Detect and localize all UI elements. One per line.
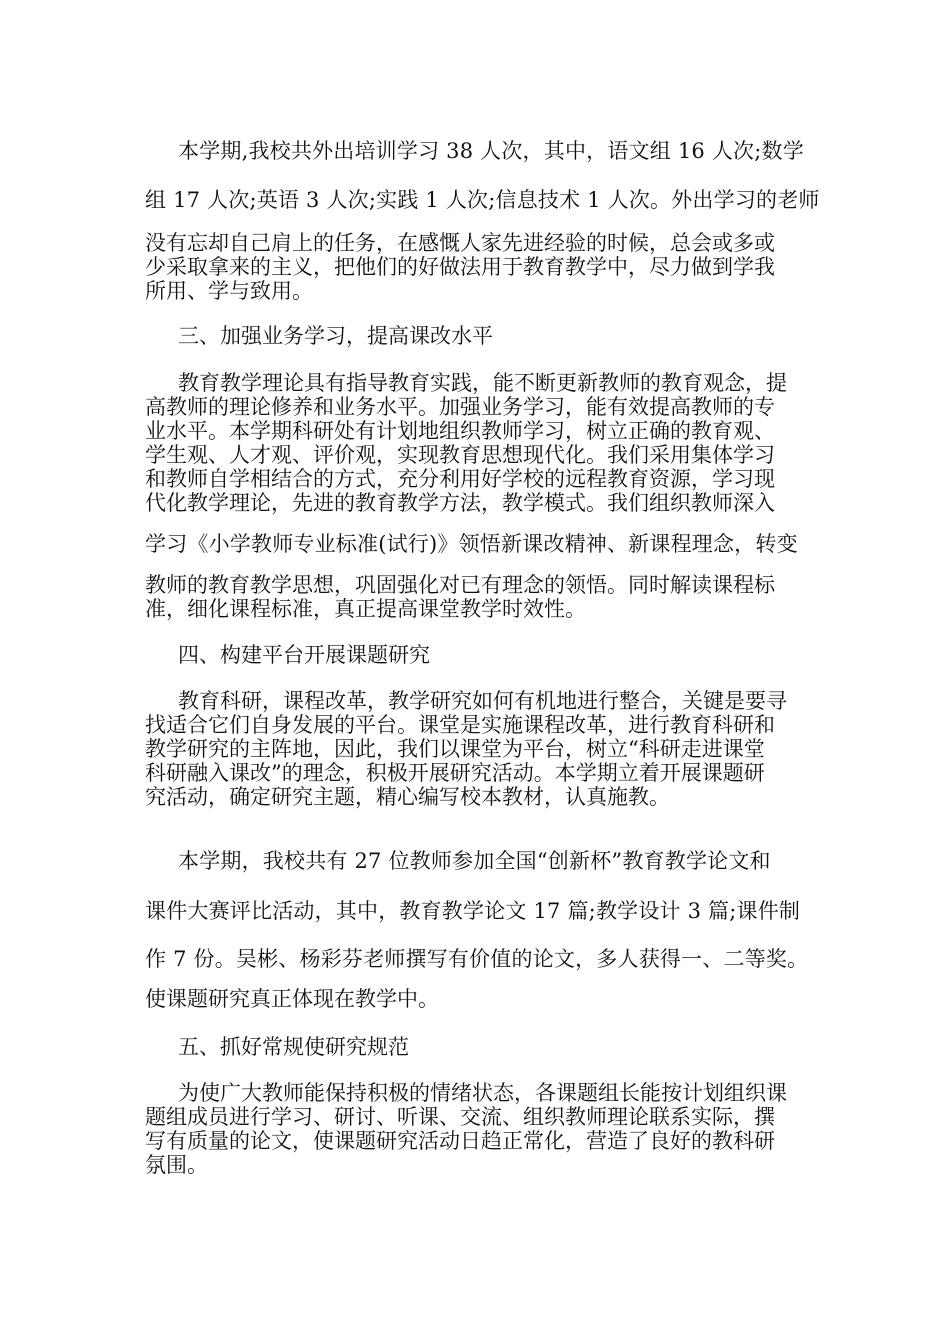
paragraph-line: 本学期,我校共外出培训学习 38 人次，其中，语文组 16 人次;数学: [178, 139, 804, 163]
paragraph-line: 教育教学理论具有指导教育实践，能不断更新教师的教育观念，提: [178, 371, 787, 395]
paragraph-line: 作 7 份。吴彬、杨彩芬老师撰写有价值的论文，多人获得一、二等奖。: [145, 947, 809, 971]
paragraph-line: 学习《小学教师专业标准(试行)》领悟新课改精神、新课程理念，转变: [145, 532, 798, 556]
paragraph-line: 教学研究的主阵地，因此，我们以课堂为平台，树立“科研走进课堂: [145, 737, 765, 761]
paragraph-line: 准，细化课程标准，真正提高课堂教学时效性。: [145, 597, 586, 621]
paragraph-line: 本学期，我校共有 27 位教师参加全国“创新杯”教育教学论文和: [178, 849, 771, 873]
paragraph-line: 代化教学理论，先进的教育教学方法，教学模式。我们组织教师深入: [145, 491, 775, 515]
paragraph-line: 没有忘却自己肩上的任务，在感慨人家先进经验的时候，总会或多或: [145, 231, 775, 255]
paragraph-line: 组 17 人次;英语 3 人次;实践 1 人次;信息技术 1 人次。外出学习的老师: [145, 188, 820, 212]
paragraph-line: 课件大赛评比活动，其中，教育教学论文 17 篇;教学设计 3 篇;课件制: [145, 899, 801, 923]
paragraph-line: 科研融入课改”的理念，积极开展研究活动。本学期立着开展课题研: [145, 761, 765, 785]
paragraph-line: 高教师的理论修养和业务水平。加强业务学习，能有效提高教师的专: [145, 395, 775, 419]
paragraph-line: 和教师自学相结合的方式，充分利用好学校的远程教育资源，学习现: [145, 467, 775, 491]
paragraph-line: 找适合它们自身发展的平台。课堂是实施课程改革，进行教育科研和: [145, 713, 775, 737]
paragraph-line: 学生观、人才观、评价观，实现教育思想现代化。我们采用集体学习: [145, 443, 775, 467]
paragraph-line: 为使广大教师能保持积极的情绪状态，各课题组长能按计划组织课: [178, 1081, 787, 1105]
paragraph-line: 使课题研究真正体现在教学中。: [145, 987, 439, 1011]
paragraph-line: 少采取拿来的主义，把他们的好做法用于教育教学中，尽力做到学我: [145, 255, 775, 279]
section-heading: 三、加强业务学习，提高课改水平: [178, 324, 493, 348]
paragraph-line: 教师的教育教学思想，巩固强化对已有理念的领悟。同时解读课程标: [145, 573, 775, 597]
paragraph-line: 教育科研，课程改革，教学研究如何有机地进行整合，关键是要寻: [178, 689, 787, 713]
paragraph-line: 氛围。: [145, 1153, 208, 1177]
paragraph-line: 题组成员进行学习、研讨、听课、交流、组织教师理论联系实际，撰: [145, 1105, 775, 1129]
paragraph-line: 究活动，确定研究主题，精心编写校本教材，认真施教。: [145, 785, 670, 809]
section-heading: 四、构建平台开展课题研究: [178, 643, 430, 667]
section-heading: 五、抓好常规使研究规范: [178, 1035, 409, 1059]
paragraph-line: 写有质量的论文，使课题研究活动日趋正常化，营造了良好的教科研: [145, 1129, 775, 1153]
paragraph-line: 所用、学与致用。: [145, 279, 313, 303]
paragraph-line: 业水平。本学期科研处有计划地组织教师学习，树立正确的教育观、: [145, 419, 775, 443]
